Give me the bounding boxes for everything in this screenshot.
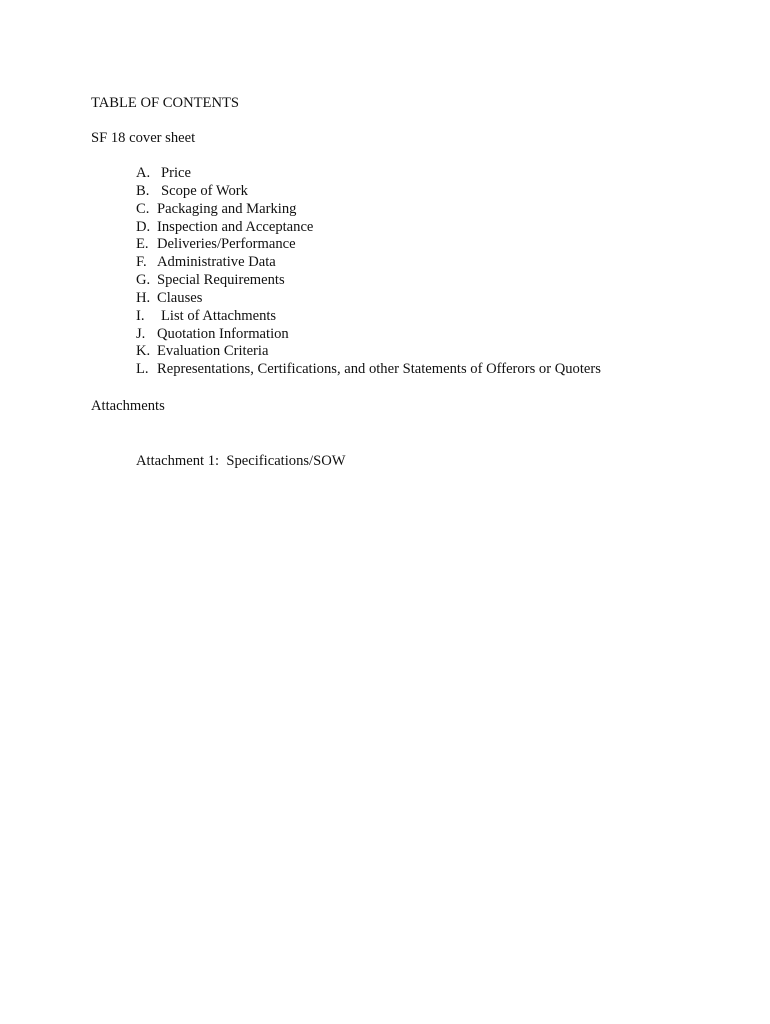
toc-letter: A.	[136, 165, 151, 181]
toc-label: Quotation Information	[157, 325, 289, 342]
toc-item-c	[136, 201, 601, 219]
toc-label: Inspection and Acceptance	[157, 218, 314, 235]
toc-letter: J.	[136, 325, 146, 342]
toc-letter: H.	[136, 289, 151, 306]
toc-letter: D.	[136, 218, 151, 235]
toc-item-d	[136, 219, 601, 237]
toc-label: Administrative Data	[157, 254, 276, 271]
toc-item-l	[136, 361, 601, 379]
toc-letter: F.	[136, 254, 147, 271]
cover-sheet-entry: SF 18 cover sheet	[91, 130, 196, 146]
toc-label: List of Attachments	[161, 307, 277, 324]
toc-letter: E.	[136, 236, 149, 253]
toc-item-f	[136, 254, 601, 272]
toc-label: Price	[161, 165, 191, 181]
attachments-heading: Attachments	[91, 398, 165, 414]
toc-label: Deliveries/Performance	[157, 236, 296, 253]
toc-label: Evaluation Criteria	[157, 343, 269, 360]
toc-label: Packaging and Marking	[157, 200, 297, 217]
toc-label: Special Requirements	[157, 272, 285, 289]
toc-item-g	[136, 272, 601, 290]
toc-label: Representations, Certifications, and other Statements of Offerors or Quoters	[157, 361, 601, 378]
toc-item-h	[136, 290, 601, 308]
toc-item-a	[136, 165, 601, 183]
toc-letter: C.	[136, 200, 150, 217]
toc-letter: K.	[136, 343, 151, 360]
toc-letter: L.	[136, 361, 149, 378]
toc-item-i	[136, 308, 601, 326]
toc-item-k	[136, 343, 601, 361]
toc-letter: G.	[136, 272, 151, 289]
toc-label: Scope of Work	[161, 182, 248, 199]
toc-title: TABLE OF CONTENTS	[91, 95, 240, 111]
toc-item-b	[136, 183, 601, 201]
toc-label: Clauses	[157, 289, 203, 306]
toc-item-j	[136, 326, 601, 344]
toc-section-list	[136, 165, 601, 379]
toc-letter: B.	[136, 182, 150, 199]
toc-letter: I.	[136, 307, 145, 324]
toc-item-e	[136, 236, 601, 254]
attachment-item: Attachment 1: Specifications/SOW	[136, 453, 346, 469]
